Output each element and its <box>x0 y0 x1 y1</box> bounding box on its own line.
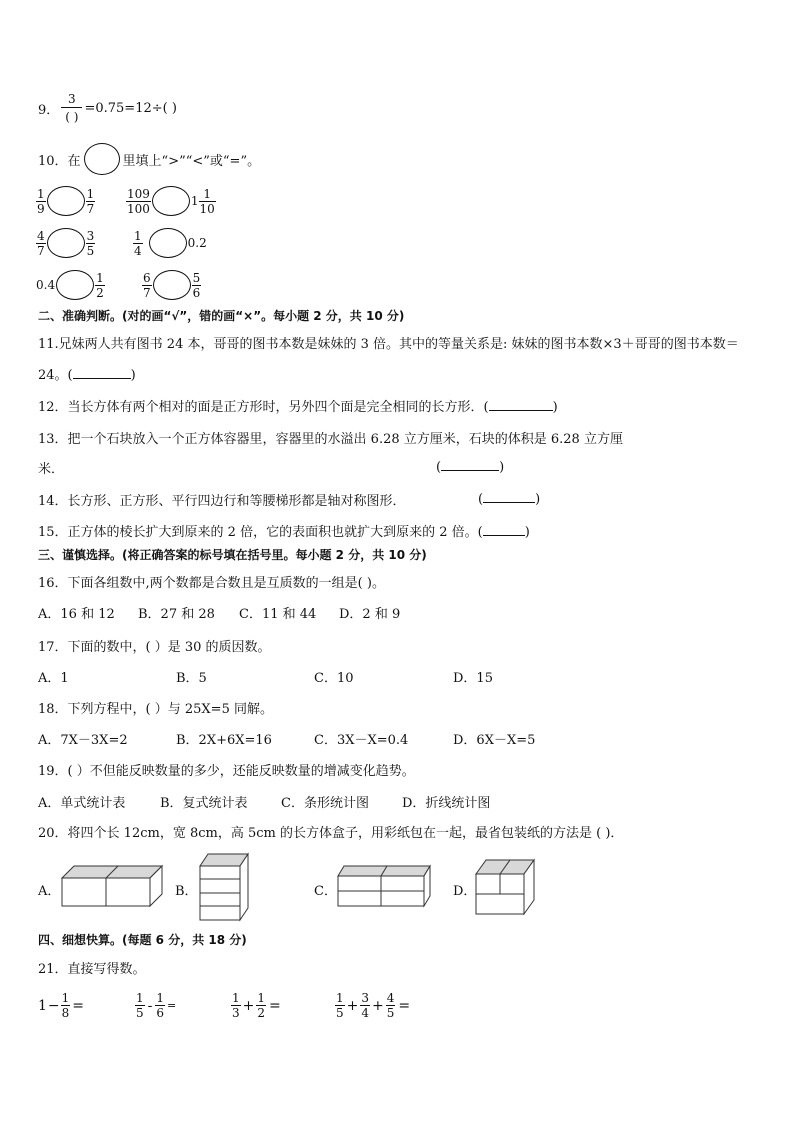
numerator: 1 <box>61 991 70 1005</box>
q9-rest: =0.75=12÷( ) <box>84 100 177 116</box>
fraction <box>86 188 96 215</box>
option-d[interactable]: D．2 和 9 <box>339 607 401 622</box>
q12-text: 12．当长方体有两个相对的面是正方形时，另外四个面是完全相同的长方形．( <box>38 400 489 415</box>
numerator: 3 <box>86 228 95 243</box>
q13-answer <box>436 458 504 475</box>
numerator: 4 <box>37 228 45 243</box>
denominator: 10 <box>199 201 215 216</box>
expression-2 <box>135 992 176 1019</box>
answer-circle[interactable] <box>56 270 94 300</box>
section-2-title: 二、准确判断。(对的画“√”，错的画“×”。每小题 2 分，共 10 分) <box>38 309 405 323</box>
option-c[interactable]: C． <box>314 884 337 899</box>
compare-item-4 <box>133 228 207 258</box>
option-a[interactable]: A．16 和 12 <box>38 607 115 622</box>
question-18: 18．下列方程中，( ）与 25X=5 同解。 <box>38 702 273 717</box>
numerator: 1 <box>86 186 95 201</box>
answer-circle[interactable] <box>47 186 85 216</box>
option-a[interactable]: A． <box>38 884 61 899</box>
option-a[interactable]: A．7X－3X=2 <box>38 733 128 748</box>
paren-close: ) <box>535 492 541 507</box>
numerator: 1 <box>37 186 45 201</box>
fraction <box>386 992 396 1019</box>
numerator: 3 <box>68 92 76 106</box>
operator: + <box>346 997 359 1014</box>
option-c[interactable]: C．3X－X=0.4 <box>314 733 409 748</box>
denominator: 2 <box>257 1006 266 1020</box>
whole-number: 1 <box>38 997 47 1014</box>
equals-sign: = <box>269 997 281 1014</box>
question-14: 14．长方形、正方形、平行四边行和等腰梯形都是轴对称图形． <box>38 494 406 509</box>
expression-1 <box>38 992 84 1019</box>
numerator: 109 <box>127 186 150 201</box>
box-arrangement-c-diagram <box>336 862 432 908</box>
expression-4 <box>335 992 410 1019</box>
question-9 <box>38 93 177 123</box>
fraction <box>95 272 105 299</box>
denominator: 3 <box>232 1006 240 1020</box>
numerator: 4 <box>386 991 395 1005</box>
denominator: 8 <box>61 1006 70 1020</box>
paren-close: ) <box>552 400 558 415</box>
option-d[interactable]: D．15 <box>453 671 493 686</box>
compare-item-2 <box>126 186 216 216</box>
option-c[interactable]: C．条形统计图 <box>281 796 369 811</box>
question-15 <box>38 521 530 540</box>
answer-blank[interactable] <box>483 523 525 536</box>
q15-text: 15．正方体的棱长扩大到原来的 2 倍，它的表面积也就扩大到原来的 2 倍。( <box>38 525 483 540</box>
denominator: 5 <box>386 1006 395 1020</box>
denominator: 9 <box>37 201 45 216</box>
q13-line2: 米． <box>38 462 65 477</box>
fraction <box>36 230 46 257</box>
compare-item-3 <box>36 228 95 258</box>
answer-circle[interactable] <box>47 228 85 258</box>
option-b[interactable]: B．27 和 28 <box>138 607 215 622</box>
denominator: 7 <box>86 201 95 216</box>
fraction <box>86 230 96 257</box>
paren-open: ( <box>478 492 484 507</box>
denominator: 100 <box>127 201 150 216</box>
question-16: 16．下面各组数中,两个数都是合数且是互质数的一组是( )。 <box>38 576 385 591</box>
question-19: 19．( ）不但能反映数量的多少，还能反映数量的增减变化趋势。 <box>38 764 415 779</box>
option-c[interactable]: C．11 和 44 <box>239 607 317 622</box>
q11-line1: 11.兄妹两人共有图书 24 本，哥哥的图书本数是妹妹的 3 倍。其中的等量关系是: 妹妹的图书本数×3＋哥哥的图书本数＝ <box>38 337 739 352</box>
question-12 <box>38 396 558 415</box>
denominator: 5 <box>336 1006 344 1020</box>
q9-fraction <box>61 93 82 123</box>
numerator: 1 <box>203 186 211 201</box>
fraction <box>142 272 152 299</box>
paren-close: ) <box>499 460 505 475</box>
answer-blank[interactable] <box>73 366 131 379</box>
fraction <box>231 992 241 1019</box>
decimal-value: 0.4 <box>36 278 56 292</box>
denominator: 6 <box>192 285 201 300</box>
q14-answer <box>478 490 540 507</box>
expression-3 <box>231 992 281 1019</box>
box-arrangement-d-diagram <box>474 858 538 916</box>
q11-line2 <box>38 364 136 383</box>
answer-circle[interactable] <box>153 270 191 300</box>
denominator: 4 <box>361 1006 370 1020</box>
fraction <box>199 188 216 215</box>
question-10 <box>38 143 260 175</box>
option-d[interactable]: D．折线统计图 <box>402 796 491 811</box>
compare-item-6 <box>142 270 201 300</box>
denominator: 5 <box>136 1006 144 1020</box>
equals-sign: = <box>167 999 177 1012</box>
fraction <box>192 272 202 299</box>
answer-blank[interactable] <box>489 398 553 411</box>
numerator: 1 <box>134 228 142 243</box>
question-17: 17．下面的数中，( ）是 30 的质因数。 <box>38 640 271 655</box>
box-arrangement-b-diagram <box>198 852 250 922</box>
numerator: 1 <box>257 991 266 1005</box>
denominator: 5 <box>86 243 95 258</box>
option-a[interactable]: A．1 <box>38 671 69 686</box>
numerator: 1 <box>156 991 165 1005</box>
numerator: 1 <box>136 991 144 1005</box>
option-c[interactable]: C．10 <box>314 671 354 686</box>
denominator: ( ) <box>61 107 82 123</box>
denominator: 6 <box>156 1006 165 1020</box>
whole-number: 1 <box>190 194 199 208</box>
compare-item-5 <box>36 270 105 300</box>
answer-circle[interactable] <box>149 228 187 258</box>
operator: - <box>147 997 153 1014</box>
denominator: 7 <box>143 285 151 300</box>
fraction <box>155 992 165 1019</box>
paren-close: ) <box>130 368 136 383</box>
q10-suffix: 里填上“>”“<”或“=”。 <box>122 153 261 169</box>
fraction <box>133 230 143 257</box>
option-d[interactable]: D．6X－X=5 <box>453 733 536 748</box>
q11-line2-text: 24。( <box>38 368 73 383</box>
q13-line1: 13．把一个石块放入一个正方体容器里，容器里的水溢出 6.28 立方厘米，石块的体积是 6.28 立方厘 <box>38 432 623 447</box>
fraction <box>135 992 145 1019</box>
numerator: 3 <box>361 991 370 1005</box>
fraction <box>61 992 71 1019</box>
question-20: 20．将四个长 12cm，宽 8cm，高 5cm 的长方体盒子，用彩纸包在一起，最省包装纸的方法是 ( )． <box>38 826 624 841</box>
decimal-value: 0.2 <box>187 236 207 250</box>
answer-blank[interactable] <box>483 490 535 503</box>
section-3-title: 三、谨慎选择。(将正确答案的标号填在括号里。每小题 2 分，共 10 分) <box>38 548 427 562</box>
fraction <box>36 188 46 215</box>
paren-close: ) <box>524 525 530 540</box>
box-arrangement-a-diagram <box>60 864 164 908</box>
operator: + <box>242 997 255 1014</box>
numerator: 6 <box>143 270 151 285</box>
option-b[interactable]: B． <box>175 884 198 899</box>
operator: − <box>47 997 60 1014</box>
numerator: 1 <box>336 991 344 1005</box>
denominator: 7 <box>37 243 45 258</box>
operator: + <box>372 997 384 1014</box>
equals-sign: = <box>72 997 85 1014</box>
q10-prefix: 10．在 <box>38 153 81 169</box>
fraction <box>335 992 345 1019</box>
compare-item-1 <box>36 186 95 216</box>
fraction <box>126 188 151 215</box>
denominator: 2 <box>96 285 104 300</box>
numerator: 1 <box>232 991 240 1005</box>
option-b[interactable]: B．复式统计表 <box>160 796 248 811</box>
option-b[interactable]: B．2X+6X=16 <box>176 733 272 748</box>
denominator: 4 <box>134 243 142 258</box>
numerator: 1 <box>96 270 104 285</box>
section-4-title: 四、细想快算。(每题 6 分，共 18 分) <box>38 933 247 947</box>
option-d[interactable]: D． <box>453 884 477 899</box>
answer-blank[interactable] <box>441 458 499 471</box>
option-b[interactable]: B．5 <box>176 671 207 686</box>
equals-sign: = <box>398 997 411 1014</box>
fraction <box>360 992 370 1019</box>
answer-circle <box>84 143 120 175</box>
answer-circle[interactable] <box>152 186 190 216</box>
question-21: 21．直接写得数。 <box>38 962 146 977</box>
option-a[interactable]: A．单式统计表 <box>38 796 126 811</box>
numerator: 5 <box>192 270 201 285</box>
fraction <box>256 992 266 1019</box>
paren-open: ( <box>436 460 442 475</box>
q9-number: 9． <box>38 102 60 118</box>
